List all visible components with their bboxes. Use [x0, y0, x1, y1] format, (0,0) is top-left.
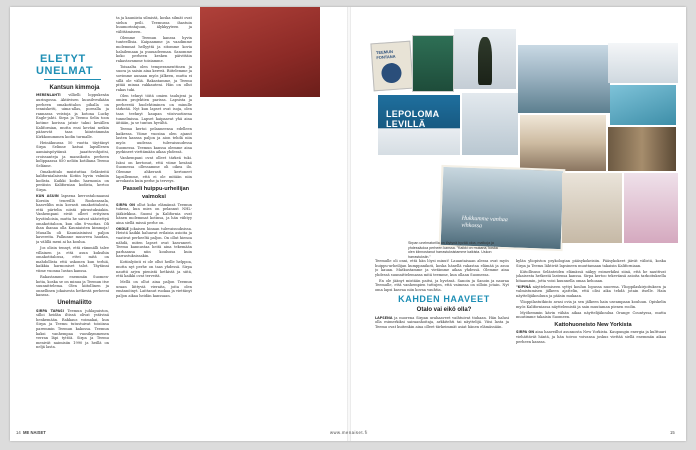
- left-column-1: [36, 53, 109, 425]
- footer-left: [16, 430, 46, 435]
- section-heading-new-york: Kattohuoneisto New Yorkista: [554, 322, 632, 329]
- photo-ocean-sunset: [520, 115, 606, 171]
- quote-paragraph: "KIPINÄ näyttelemiseen syttyi koulun lopussa nuorena. Ylioppilaskirjoituksen ja valmistumisen jälkeen ajattelin, että olisi aika tehdä jotain itselle. Hain näyttelijäkouluun ja pääsin mukaan.: [516, 284, 666, 298]
- body-paragraph: kylän yliopiston psykologian pääsykokeisiin. Pääsykokeet jäivät välistä, koska Sirpa ja Teemu lähtivät lapsineen muuttamaan takaisin Kaliforniaan.: [516, 259, 666, 268]
- section-heading-unelmaliitto: Unelmaliitto: [57, 300, 92, 307]
- kids-photo-title: Hukkumme vanhaa vihkossa: [461, 215, 508, 230]
- photo-teemu-fontana-sign: [370, 41, 413, 92]
- photo-pool: [610, 85, 676, 125]
- photo-wedding: [562, 173, 622, 243]
- photo-bookshelf: [608, 127, 676, 171]
- body-paragraph: En ole jäänyt mistään paitsi, ja hyvässä. Sanoin ja Sanoin ja nauraa Teemulle, että vanhempien tuttujen, että vaimeaa on silloin jotain. Nyt oma lapsi kasvaa niin kovaa vauhtia.: [375, 278, 509, 292]
- photo-flowers: [624, 173, 678, 243]
- body-paragraph: Omakotitalo muistuttaa Selänteitä kalifornialaisesta Kotiin hyvin valmiin kodista. Kaikki kodin harmonia on peräisin Kalifornian kodista, kertoo Sirpa.: [36, 169, 109, 193]
- photo-beach-house: [462, 93, 518, 155]
- body-paragraph: SIRPA ON aina haaveillut asunnosta New Yorkista. Kaupungin energia ja kulttuuri viehättävät häntä, ja hän toivoo voivansa joskus viettää siellä enemmän aikaa perheen kanssa.: [516, 330, 666, 344]
- body-paragraph: Teemulle oli onni, että hän löysi minut! Lauantaisaan alessa ovat myös huippu-urheilijan kumppanikoti, koska hänellä rakastaa elämää ja asuu jo kauan. Matkustamme ja vietämme aikaa yhdessä. Olemme aina yhdessä suunnittelemassa mitä teemme, kun ollaan Suomessa.: [375, 259, 509, 277]
- heading-rule: [44, 79, 101, 80]
- body-paragraph: Vanhempani ovat olleet tärkeä tuki. Isäni on kertonut, että viime kesänä Suomessa ollessamme oli oikea ilo. Olemme ahkerasti kertoneet lapsillemme, että ei ole mitään niin arvokasta kuin perhe ja terveys.: [116, 156, 192, 184]
- sign-text: TEEMUN FONTANA: [375, 48, 396, 61]
- body-paragraph: ta ja kauniista silmistä, koska silmät ovat sielun peili. Teemussa ihastuin huumorintajuun, älykkyyteen ja välittämiseen.: [116, 16, 192, 34]
- sign-emblem-icon: [381, 62, 402, 83]
- page-gutter: [347, 7, 351, 441]
- body-paragraph: LAPSENA ja nuorena Sirpan urahaaveet vaihtuivat tiuhaan. Hän halusi olla esimerkiksi sairaanhoitaja, arkkitehti tai näyttelijä. Viisi lasta ja Teemu ovat kuitenkin aina olleet tärkeimmät asiat hänen elämässään.: [375, 315, 509, 329]
- body-paragraph: Mellä on ollut aina paljon Teemun uraan liittyviä vieraita, joita olen emännöinyt. Laittanut ruokaa ja viettänyt paljon aikaa heidän kanssaan.: [116, 280, 192, 298]
- section-heading-passeli: Passeli huippu-urheilijan vaimoksi: [122, 186, 190, 201]
- body-paragraph: Ylioppilastutkinto avasi ovia ja sen jälkeen hain useampaan kouluun. Opiskelin myös Kaliforniassa näyttelemistä ja sain muutaman pienen roolin.: [516, 299, 666, 309]
- photo-winter-cap: [412, 35, 454, 92]
- article-heading: ELETYT UNELMAT: [36, 53, 94, 77]
- right-column-1: [375, 259, 509, 427]
- magazine-name: ME NAISET: [23, 430, 46, 435]
- body-paragraph: Olemme Teemun kanssa hyvin tunteellisia. Kaipaamme ja vaadimme molemmat hellyyttä ja sitomme kovia halailemaan ja puuuadeeman. Sanomme koko perheen kesken päivittäin rakastavamme toisiamme.: [116, 35, 192, 63]
- photo-snow-rooftops: [608, 43, 678, 83]
- photo-tree-sky: [454, 29, 516, 89]
- body-paragraph: Heinäkuussa 50 vuotta täyttänyt Sirpa Selinne katsai lapsillesen aamiaispöytänsä jaaattovohjoitsi, croissanteja ja mansikoita perheen kolippaassa 850 neliön kotiliana Teemu Selänne.: [36, 140, 109, 168]
- footer-url: www.menaiset.fi: [330, 430, 368, 435]
- body-paragraph: OKOLE jokaisen hinnan tulevaisuuksissa. Heistä kaikki haluavat erilaisia asioita ja vaativat perheeltä paljon. On ollut hienoa nähdä, miten lapset ovat kasvaneet. Teemu kannustaa heitä aina tekemään parhaansa niin koulussa kuin harrastuksissakin.: [116, 226, 192, 259]
- body-paragraph: Teemu kertoi pelanneensa edelleen kaikessa. Viime vuosina olen ajanut lasten kanssa paljon ja aion tehdä niin myös uudessa tulevaisuudessa Suomessa. Teemun kanssa olemme aina pyrkineet viettämään aikaa yhdessä.: [116, 127, 192, 155]
- page-number-left: 14: [16, 430, 21, 435]
- lepoloma-title: LEPOLOMA LEVILLÄ: [386, 109, 440, 129]
- page-number-right: 15: [670, 430, 675, 435]
- body-paragraph: Kotiinlyönti ei ole ollut heille helppoa, mutta nyt perhe on taas yhdessä. Sirpa nauttii arjen pienistä hetkistä ja siitä, että kaikki ovat terveitä.: [116, 260, 192, 279]
- body-paragraph: SIRPA TAPASI Teemun juhlapuiston, silloi heidän iltissä olivat ystävinä henkemään. Rakkaus voimakai, kun Sirpa ja Teemu tutustuivat toisiinsa paremmin Teemun kakossa. Teemun kaksi vanhempaa vuosikymmenen verran läpi tyttöä. Sirpa ja Teemu menivät naimisiin 1990 ja heillä on neljä lasta.: [36, 308, 109, 350]
- right-column-2: [516, 259, 666, 427]
- photo-caption: Sirpan unelmatorilla on löytynä hyvää oloa, matkoja ja yhdessäoloa perheen kanssa. "Kaikki on mukana, koska olen kiinnostanut harrastuksistamme kaikista. Uskon harrastuksiin.": [408, 241, 498, 259]
- photo-kids-album: [439, 165, 566, 251]
- left-column-2: [116, 16, 192, 424]
- body-paragraph: Myöhemmin kävin vähän aikaa näyttelijäkoulua Orange Countyssa, mutta muutimme takaisin Suomeen.: [516, 310, 666, 320]
- section-heading-kahden-haaveet: KAHDEN HAAVEET: [398, 293, 490, 304]
- body-paragraph: Rakastamme enemmän Suomen- kotia, koska se on minua ja Teemun itse suunnittelema. Olen kiitollinen ja onnellinen jokaisesta hetkestä perheeni kanssa.: [36, 274, 109, 298]
- quote-paragraph: KUN ASUIN lapsena kerrostalonaanni Korsiin tenreillä Rookeassala, haavelilin mia kovasti omakotitalosta, että pärtelin niistä piirustuksiakin. Vanhempani eivät olleet erityisen hyvätuloisia, mutta he saivat säästettyä omakotitaloon, kun olin 8-vuotias. Oli ihan ihanaa olla Kauniaisten kimmoja! Muualla oli Kauniaisinissi paljon kavereita. Palkunne muuveva haudan, ja välillä meni ai ha koulua.: [36, 194, 109, 244]
- tree-silhouette-icon: [478, 37, 492, 85]
- photo-lepoloma-levilla: [378, 95, 460, 155]
- body-paragraph: Jos olisin tennyt, että rämmälli talee villainen ja että asun kuksihin omakotitalossa, ettei mitä on mahdollista että uskonen kun terhiä, kaikkia harmoniset talot. Täytänni viime vuonna lustan kanssa.: [36, 245, 109, 273]
- body-paragraph: Toisaalta olen temperamenttinen ja suora ja saisin aina kerreä. Riitelemme ja sovimme aunaan myös jälkeen, mutta ei sillä ole väliä. Rakastamme, ja Teemu pitää minua rakkauteni. Hän on ollut rakas tuki.: [116, 64, 192, 92]
- body-paragraph: Olen tehnyt töitä omien taulujeni ja omien projektien parissa. Lapsista ja perheestä huolehtiminen on minulle tärkeää. Nyt kun lapset ovat isoja, olen taas teehnyt kaupan viisivuotisena tunnelmissa. Lapset kaipaavat yhä aina äitiään, ja se tuntuu hyvältä.: [116, 93, 192, 126]
- section-heading-kantsun: Kantsun kimmoja: [49, 85, 100, 91]
- photo-red-wall: [200, 7, 320, 97]
- body-paragraph: Kiitollisuus Selänteiden elämässä näkyy esimerkiksi siinä, että he nauttivat jokaisesta hetkestä lastensa kanssa. Sirpa kertoo tekevänsä asioita tarkoituksella hitaammin, jotta voisi kuunnella omaa kehoaan.: [516, 269, 666, 283]
- intro-paragraph: MERENLAHTI villielli loppukesän auringossa. Aktiivisen kuusilvesikään perheen omakotitalon pihalla on tennisketti, uima-allas, porealla ja rannassa veistoja ja kotona Lucky Eagle-jahti. Sirpa ja Teemu Selin toon kotime korissa jatnir takui kesällen Kalifornian, mutta ensi keväni neikin pääsevät taas kiinteämmän Kirkkonummen kodin turmalle.: [36, 93, 109, 139]
- photo-family-lake: [518, 45, 610, 113]
- magazine-spread: [10, 7, 686, 441]
- body-paragraph: SIRPA ON ollut koko elämänsä Teemun tukena, kun mies on pelannut NHL-jääkiekkoa. Suomi ja Kalifornia ovat hänen molemmat kotinsa, ja hän viihtyy aina siellä missä perhe on.: [116, 202, 192, 225]
- section-subheading: Otalo vai eikö olla?: [416, 307, 472, 314]
